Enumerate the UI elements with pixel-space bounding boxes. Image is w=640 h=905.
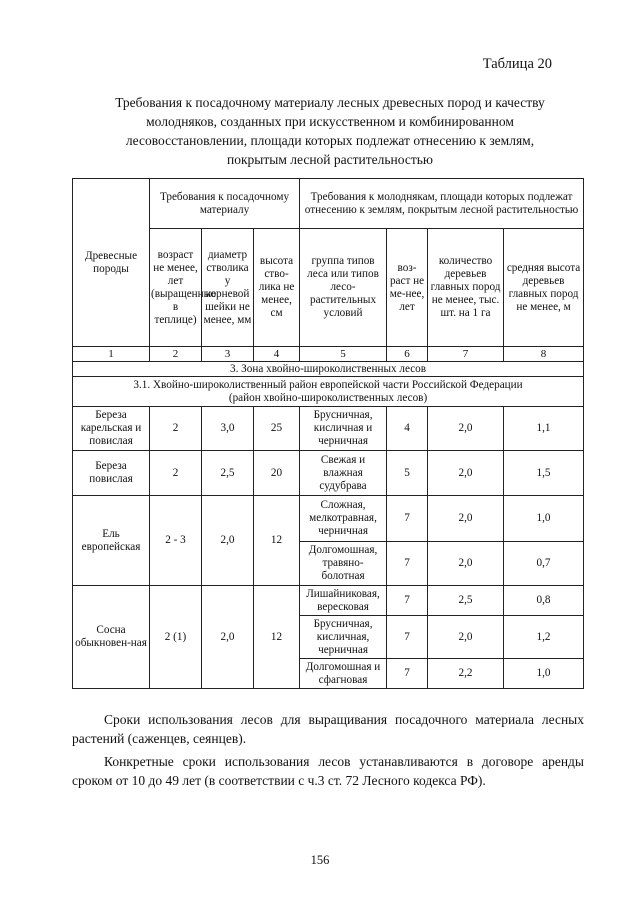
avg-height-cell: 1,1 — [504, 407, 584, 451]
header-avg-height: средняя высота деревьев главных пород не менее, м — [504, 229, 584, 347]
column-number: 8 — [504, 347, 584, 362]
table-row — [73, 586, 584, 616]
count-cell: 2,0 — [428, 407, 504, 451]
zone-heading: 3. Зона хвойно-широколиственных лесов — [73, 362, 584, 377]
avg-height-cell: 1,0 — [504, 496, 584, 542]
young-age-cell: 4 — [387, 407, 428, 451]
species-cell: Береза карельская и повислая — [73, 407, 150, 451]
count-cell: 2,0 — [428, 542, 504, 586]
column-number: 2 — [150, 347, 202, 362]
header-forest-type: группа типов леса или типов лесо-растительных условий — [300, 229, 387, 347]
avg-height-cell: 1,0 — [504, 659, 584, 689]
age-cell: 2 - 3 — [150, 496, 202, 586]
caption-line: покрытым лесной растительностью — [227, 152, 433, 167]
avg-height-cell: 0,8 — [504, 586, 584, 616]
paragraph-terms: Сроки использования лесов для выращивания посадочного материала лесных растений (саженцев, сеянцев). — [72, 712, 584, 746]
height-cell: 20 — [254, 451, 300, 496]
column-number: 5 — [300, 347, 387, 362]
age-cell: 2 — [150, 451, 202, 496]
caption-line: лесовосстановлении, площади которых подлежат отнесению к землям, — [125, 133, 535, 148]
region-line: 3.1. Хвойно-широколиственный район европейской части Российской Федерации — [133, 378, 523, 391]
header-young-requirements: Требования к молоднякам, площади которых подлежат отнесению к землям, покрытым лесной растительностью — [300, 179, 584, 229]
page-number: 156 — [310, 853, 330, 867]
paragraph-lease: Конкретные сроки использования лесов устанавливаются в договоре аренды сроком от 10 до 49 лет (в соответствии с ч.3 ст. 72 Лесного кодекса РФ). — [72, 754, 584, 788]
forest-type-cell: Свежая и влажная судубрава — [300, 451, 387, 496]
header-young-age: воз-раст не ме-нее, лет — [387, 229, 428, 347]
column-numbers-row — [73, 347, 584, 362]
count-cell: 2,2 — [428, 659, 504, 689]
table-row — [73, 496, 584, 542]
species-cell: Сосна обыкновен-ная — [73, 586, 150, 689]
caption-line: Требования к посадочному материалу лесных древесных пород и качеству — [115, 95, 545, 110]
height-cell: 12 — [254, 586, 300, 689]
header-count: количество деревьев главных пород не менее, тыс. шт. на 1 га — [428, 229, 504, 347]
forest-type-cell: Брусничная, кисличная и черничная — [300, 407, 387, 451]
forest-type-cell: Сложная, мелкотравная, черничная — [300, 496, 387, 542]
table-caption — [80, 93, 580, 169]
table-row — [73, 407, 584, 451]
diameter-cell: 2,0 — [202, 586, 254, 689]
forest-type-cell: Долгомошная, травяно-болотная — [300, 542, 387, 586]
column-number: 1 — [73, 347, 150, 362]
height-cell: 12 — [254, 496, 300, 586]
avg-height-cell: 0,7 — [504, 542, 584, 586]
forest-type-cell: Долгомошная и сфагновая — [300, 659, 387, 689]
count-cell: 2,5 — [428, 586, 504, 616]
region-line: (район хвойно-широколиственных лесов) — [228, 391, 428, 404]
young-age-cell: 7 — [387, 659, 428, 689]
forest-type-cell: Лишайниковая, вересковая — [300, 586, 387, 616]
young-age-cell: 7 — [387, 496, 428, 542]
diameter-cell: 2,0 — [202, 496, 254, 586]
age-cell: 2 — [150, 407, 202, 451]
young-age-cell: 5 — [387, 451, 428, 496]
avg-height-cell: 1,5 — [504, 451, 584, 496]
forest-type-cell: Брусничная, кисличная, черничная — [300, 616, 387, 659]
diameter-cell: 2,5 — [202, 451, 254, 496]
table-label: Таблица 20 — [482, 56, 552, 72]
height-cell: 25 — [254, 407, 300, 451]
age-cell: 2 (1) — [150, 586, 202, 689]
count-cell: 2,0 — [428, 451, 504, 496]
column-number: 3 — [202, 347, 254, 362]
header-species: Древесные породы — [73, 179, 150, 347]
species-cell: Береза повислая — [73, 451, 150, 496]
header-age: возраст не менее, лет (выращенные в теплице) — [150, 229, 202, 347]
column-number: 4 — [254, 347, 300, 362]
young-age-cell: 7 — [387, 542, 428, 586]
species-cell: Ель европейская — [73, 496, 150, 586]
young-age-cell: 7 — [387, 586, 428, 616]
caption-line: молодняков, созданных при искусственном и комбинированном — [146, 114, 514, 129]
region-heading — [73, 377, 584, 407]
column-number: 6 — [387, 347, 428, 362]
header-diameter: диаметр стволика у корневой шейки не менее, мм — [202, 229, 254, 347]
young-age-cell: 7 — [387, 616, 428, 659]
count-cell: 2,0 — [428, 616, 504, 659]
header-planting-requirements: Требования к посадочному материалу — [150, 179, 300, 229]
requirements-table — [72, 178, 584, 689]
count-cell: 2,0 — [428, 496, 504, 542]
table-row — [73, 451, 584, 496]
header-height: высота ство-лика не менее, см — [254, 229, 300, 347]
avg-height-cell: 1,2 — [504, 616, 584, 659]
diameter-cell: 3,0 — [202, 407, 254, 451]
column-number: 7 — [428, 347, 504, 362]
